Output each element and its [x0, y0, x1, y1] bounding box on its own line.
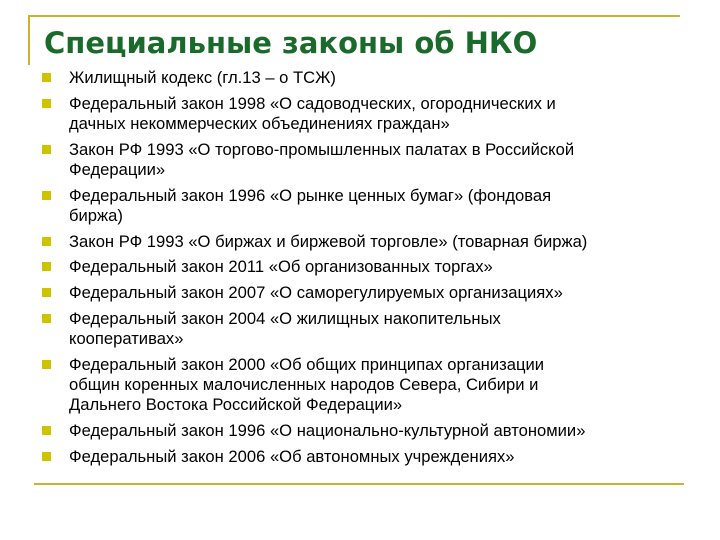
square-bullet-icon	[42, 99, 51, 108]
item-line: Закон РФ 1993 «О торгово-промышленных палатах в Российской	[69, 139, 575, 159]
slide-title: Специальные законы об НКО	[44, 26, 538, 60]
square-bullet-icon	[42, 145, 51, 154]
list-item	[42, 232, 682, 252]
list-item	[42, 355, 682, 416]
item-line: кооперативах»	[69, 329, 184, 348]
item-line: общин коренных малочисленных народов Севера, Сибири и	[69, 374, 539, 394]
square-bullet-icon	[42, 262, 51, 271]
list-item	[42, 140, 682, 181]
square-bullet-icon	[42, 288, 51, 297]
left-divider	[28, 15, 30, 65]
item-line: Жилищный кодекс (гл.13 – о ТСЖ)	[69, 68, 336, 87]
list-item	[42, 421, 682, 441]
list-item	[42, 94, 682, 135]
list-item	[42, 309, 682, 350]
item-line: биржа)	[69, 205, 123, 225]
square-bullet-icon	[42, 452, 51, 461]
item-line: Федеральный закон 1996 «О национально-культурной автономии»	[69, 420, 586, 440]
list-item	[42, 186, 682, 227]
square-bullet-icon	[42, 191, 51, 200]
square-bullet-icon	[42, 426, 51, 435]
item-line: Федеральный закон 2004 «О жилищных накопительных	[69, 308, 501, 328]
item-line: Федеральный закон 2006 «Об автономных учреждениях»	[69, 446, 515, 466]
item-line: Федеральный закон 2011 «Об организованных торгах»	[69, 257, 493, 277]
item-line: Закон РФ 1993 «О биржах и биржевой торговле» (товарная биржа)	[69, 231, 588, 251]
list-item	[42, 257, 682, 277]
bottom-divider	[34, 483, 684, 485]
item-line: Дальнего Востока Российской Федерации»	[69, 395, 403, 415]
top-divider	[30, 15, 680, 17]
square-bullet-icon	[42, 237, 51, 246]
item-line: дачных некоммерческих объединениях граждан»	[69, 113, 450, 133]
law-list	[42, 68, 682, 472]
item-line: Федеральный закон 1998 «О садоводческих, огороднических и	[69, 93, 556, 113]
item-line: Федеральный закон 1996 «О рынке ценных бумаг» (фондовая	[69, 185, 552, 205]
list-item	[42, 447, 682, 467]
list-item	[42, 283, 682, 303]
square-bullet-icon	[42, 360, 51, 369]
square-bullet-icon	[42, 314, 51, 323]
item-line: Федеральный закон 2007 «О саморегулируемых организациях»	[69, 283, 563, 303]
item-line: Федерации»	[69, 159, 166, 179]
square-bullet-icon	[42, 73, 51, 82]
item-line: Федеральный закон 2000 «Об общих принципах организации	[69, 354, 544, 374]
list-item	[42, 68, 682, 88]
